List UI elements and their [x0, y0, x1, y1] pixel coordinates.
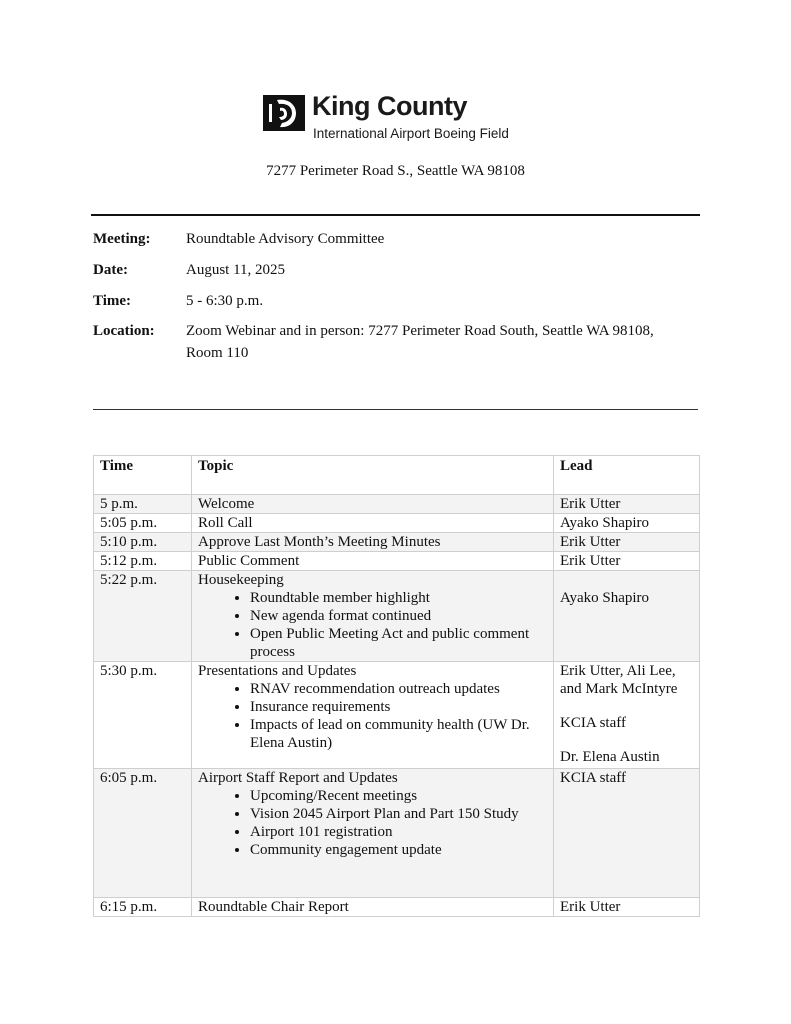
meeting-value: Roundtable Advisory Committee	[186, 231, 385, 247]
date-value: August 11, 2025	[186, 262, 286, 278]
topic-bullet: • Roundtable member highlight	[250, 589, 547, 607]
topic-bullet: • Vision 2045 Airport Plan and Part 150 Study	[250, 805, 547, 823]
header-time: Time	[94, 456, 192, 495]
topic-bullet-list	[198, 589, 547, 661]
agenda-row	[94, 571, 700, 662]
king-county-logo	[263, 91, 563, 147]
row-topic: Public Comment	[192, 552, 554, 571]
row-lead: Erik Utter, Ali Lee, and Mark McIntyre	[560, 663, 678, 697]
king-county-logo-icon	[263, 95, 305, 131]
address: 7277 Perimeter Road S., Seattle WA 98108	[266, 163, 525, 179]
row-time: 5:30 p.m.	[94, 662, 192, 769]
row-time: 5:10 p.m.	[94, 533, 192, 552]
row-time: 5:05 p.m.	[94, 514, 192, 533]
row-lead: Ayako Shapiro	[554, 514, 700, 533]
header-lead: Lead	[554, 456, 700, 495]
agenda-header-row	[94, 456, 700, 495]
row-time: 6:05 p.m.	[94, 769, 192, 898]
row-topic-cell	[192, 571, 554, 662]
row-lead: KCIA staff	[554, 769, 700, 898]
row-lead: Erik Utter	[554, 898, 700, 917]
location-label: Location:	[93, 323, 155, 339]
row-topic: Presentations and Updates	[198, 663, 357, 679]
row-topic: Airport Staff Report and Updates	[198, 770, 398, 786]
row-topic: Approve Last Month’s Meeting Minutes	[192, 533, 554, 552]
row-time: 6:15 p.m.	[94, 898, 192, 917]
row-topic: Roll Call	[192, 514, 554, 533]
topic-bullet: • Insurance requirements	[250, 698, 547, 716]
row-time: 5:12 p.m.	[94, 552, 192, 571]
row-lead-cell	[554, 571, 700, 662]
row-topic-cell	[192, 662, 554, 769]
agenda-row	[94, 533, 700, 552]
topic-bullet: • Impacts of lead on community health (UW Dr. Elena Austin)	[250, 716, 547, 752]
topic-bullet: • RNAV recommendation outreach updates	[250, 680, 547, 698]
date-label: Date:	[93, 262, 128, 278]
row-lead-cell	[554, 662, 700, 769]
logo-title: King County	[312, 91, 467, 121]
topic-bullet-list	[198, 680, 547, 752]
logo-subtitle: International Airport Boeing Field	[313, 126, 509, 141]
row-topic: Roundtable Chair Report	[192, 898, 554, 917]
agenda-table	[93, 455, 700, 917]
topic-bullet: • Community engagement update	[250, 841, 547, 859]
top-divider	[91, 214, 700, 216]
topic-bullet-list	[198, 787, 547, 859]
agenda-row	[94, 495, 700, 514]
agenda-row	[94, 769, 700, 898]
agenda-row	[94, 514, 700, 533]
time-value: 5 - 6:30 p.m.	[186, 293, 264, 309]
location-value: Zoom Webinar and in person: 7277 Perimeter Road South, Seattle WA 98108, Room 110	[186, 323, 654, 361]
agenda-row	[94, 662, 700, 769]
row-time: 5 p.m.	[94, 495, 192, 514]
topic-bullet: • Upcoming/Recent meetings	[250, 787, 547, 805]
meeting-label: Meeting:	[93, 231, 151, 247]
row-lead: Erik Utter	[554, 552, 700, 571]
row-time: 5:22 p.m.	[94, 571, 192, 662]
row-topic: Welcome	[192, 495, 554, 514]
row-lead: Dr. Elena Austin	[560, 749, 660, 765]
row-topic: Housekeeping	[198, 572, 284, 588]
topic-bullet: • Airport 101 registration	[250, 823, 547, 841]
topic-bullet: • Open Public Meeting Act and public comment process	[250, 625, 547, 661]
bottom-divider	[93, 409, 698, 410]
agenda-row	[94, 552, 700, 571]
row-lead: Erik Utter	[554, 495, 700, 514]
row-lead: Erik Utter	[554, 533, 700, 552]
row-lead: Ayako Shapiro	[560, 590, 650, 606]
time-label: Time:	[93, 293, 132, 309]
agenda-row	[94, 898, 700, 917]
row-topic-cell	[192, 769, 554, 898]
row-lead: KCIA staff	[560, 715, 626, 731]
header-topic: Topic	[192, 456, 554, 495]
topic-bullet: • New agenda format continued	[250, 607, 547, 625]
